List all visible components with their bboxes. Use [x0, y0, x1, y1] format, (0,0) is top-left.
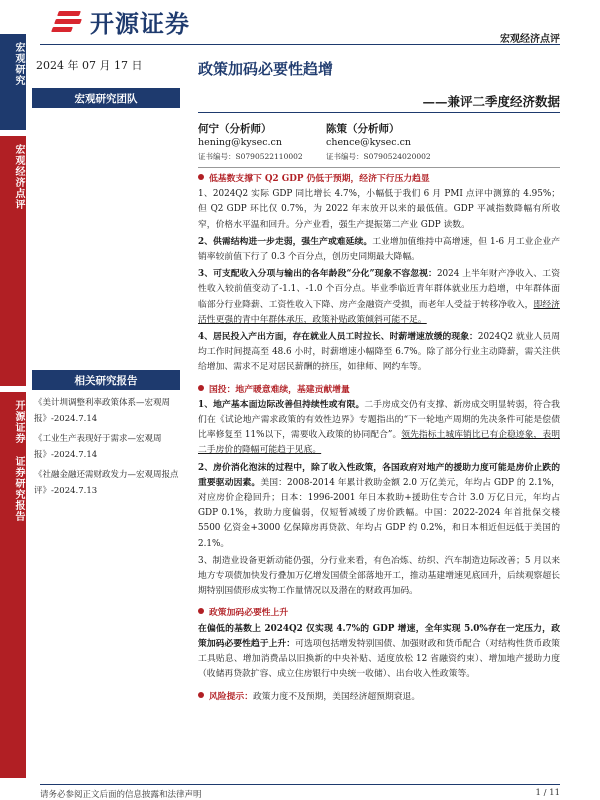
- analyst-name: 何宁（分析师）: [198, 123, 272, 135]
- title-divider: [198, 112, 560, 113]
- paragraph-lead: 2、供需结构进一步走弱，强生产或难延续。: [198, 236, 373, 247]
- paragraph: [198, 267, 560, 328]
- paragraph-text: 可选项包括增发特别国债、加强财政和货币配合（对结构性货币政策工具贴息、增加消费品以旧换新的中央补贴、适度放松 12 省融资约束）、增加地产援助力度（收储再贷款扩容、成立住房银行中央统一收储）、出台收入性政策等。: [198, 638, 560, 680]
- related-report-link[interactable]: 《社融金融还需财政发力—宏观周报点评》-2024.7.13: [34, 470, 179, 496]
- section-heading: [198, 606, 560, 621]
- paragraph: [198, 330, 560, 376]
- side-tab-research: 宏观研究: [0, 34, 26, 130]
- bullet-icon: [198, 608, 204, 614]
- paragraph: [198, 461, 560, 552]
- section-heading: [198, 172, 560, 187]
- team-heading: 宏观研究团队: [32, 88, 180, 108]
- paragraph: [198, 398, 560, 459]
- header-category: 宏观经济点评: [500, 34, 560, 45]
- paragraph: [198, 622, 560, 683]
- paragraph-emphasis: 即经济活性更强的青中年群体承压，政策补贴政策倾斜可能不足。: [198, 299, 560, 325]
- report-body: [198, 172, 560, 705]
- risk-text: 政策力度不及预期，美国经济超预期衰退。: [253, 691, 421, 702]
- analyst-divider: [198, 167, 560, 168]
- side-tab-category: 宏观经济点评: [0, 136, 26, 386]
- report-date: 2024 年 07 月 17 日: [36, 59, 143, 72]
- analyst-card: [198, 122, 303, 164]
- risk-label: 风险提示：: [209, 691, 253, 702]
- paragraph-lead: 在偏低的基数上 2024Q2 仅实现 4.7%的 GDP 增速，全年实现 5.0%存在一定压力，政策加码必要性趋于上升：: [198, 623, 560, 649]
- related-report-link[interactable]: 《美计圳调整利率政策体系—宏观周报》-2024.7.14: [34, 398, 171, 424]
- section-heading-text: 国投：地产暖意难续，基建贡献增量: [209, 384, 350, 395]
- analyst-cert: 证书编号：S0790522110002: [198, 152, 303, 161]
- paragraph: [198, 235, 560, 265]
- analyst-cert: 证书编号：S0790524020002: [326, 152, 431, 161]
- paragraph-lead: 4、居民投入产出方面，存在就业人员工时拉长、时薪增速放缓的现象：: [198, 332, 478, 343]
- analyst-card: [326, 122, 431, 164]
- footer-divider: [40, 784, 560, 785]
- header-divider: [40, 44, 560, 45]
- paragraph-lead: 1、地产基本面边际改善但持续性或有限。: [198, 399, 365, 410]
- bullet-icon: [198, 692, 204, 698]
- bullet-icon: [198, 385, 204, 391]
- footer-disclaimer: 请务必参阅正文后面的信息披露和法律声明: [40, 790, 202, 800]
- paragraph-text: 工业增加值维持中高增速，但 1-6 月工业企业产销率较前值下行了 0.3 个百分点，创历史同期最大降幅。: [198, 236, 561, 263]
- bullet-icon: [198, 174, 204, 180]
- report-subtitle: ——兼评二季度经济数据: [422, 94, 560, 109]
- paragraph-emphasis: 领先指标土城库销比已有企稳迹象，表明二手房价的降幅可能趋于见底。: [198, 430, 560, 456]
- section-heading: [198, 383, 560, 398]
- brand-logo: [52, 4, 190, 39]
- analyst-email[interactable]: hening@kysec.cn: [198, 137, 282, 148]
- page-number: 1 / 11: [535, 788, 560, 798]
- related-reports-heading: 相关研究报告: [32, 370, 180, 390]
- analyst-name: 陈策（分析师）: [326, 123, 400, 135]
- paragraph: 3、制造业设备更新动能仍强，分行业来看，有色冶炼、纺织、汽车制造边际改善；5 月以来地方专项债加快发行叠加万亿增发国债全部落地开工，推动基建增速见底回升，后续观察超长期特别国债形成实物工作量情况以及潜在的财政再加码。: [198, 555, 560, 597]
- paragraph-text: 二手房成交仍有支撑、新房成交明显转弱，符合我们在《试论地产需求政策的有效性边界》专题指出的“下一轮地产周期的先决条件可能是偿债比率修复至 11%以下，需要收入政策的协同配合”。: [198, 399, 560, 441]
- paragraph: 1、2024Q2 实际 GDP 同比增长 4.7%，小幅低于我们 6 月 PMI 点评中测算的 4.95%；但 Q2 GDP 环比仅 0.7%，为 2022 年末放开以来的最低值。GDP 平减指数降幅有所收窄，价格水平温和回升。分产业看，强生产提振第二产业 GDP 读数。: [198, 189, 560, 230]
- paragraph-lead: 3、可支配收入分项与输出的各年龄段“分化”现象不容忽视：: [198, 269, 437, 280]
- paragraph-text: 2024 上半年财产净收入、工资性收入较前值变动了-1.1、-1.0 个百分点。毕业季临近青年群体就业压力趋增，中年群体面临部分行业降薪、工资性收入下降、房产金融资产受损，而老年人受益于转移净收入，: [198, 269, 560, 310]
- analyst-email[interactable]: chence@kysec.cn: [326, 137, 412, 148]
- related-report-link[interactable]: 《工业生产表现好于需求—宏观周报》-2024.7.14: [34, 434, 162, 460]
- section-heading-text: 政策加码必要性上升: [209, 608, 289, 619]
- side-tab-brand: 开源证券 证券研究报告: [0, 392, 26, 778]
- brand-name: 开源证券: [90, 10, 190, 38]
- related-reports-list: [34, 395, 184, 503]
- paragraph-lead: 2、房价消化泡沫的过程中，除了收入性政策，各国政府对地产的援助力度可能是房价止跌的重要驱动因素。: [198, 462, 560, 488]
- paragraph-text: 美国：2008-2014 年累计救助金额 2.0 万亿美元，年均占 GDP 的 2.1%，对应房价企稳回升；日本：1996-2001 年日本救助+援助住专合计 3.0 万亿日元，年均占 GDP 0.1%，救助力度偏弱，仅短暂减缓了房价跌幅。中国：2022-2024 年首批保交楼 5500 亿资金+3000 亿保障房再贷款、年均占 GDP 约 0.2%，和日本相近但远低于美国的 2.1%。: [198, 477, 560, 549]
- report-title: 政策加码必要性趋增: [198, 60, 334, 78]
- logo-mark-icon: [52, 11, 82, 33]
- risk-heading: [198, 690, 560, 705]
- paragraph-text: 2024Q2 就业人员周均工作时间提高至 48.6 小时，时薪增速小幅降至 6.7%。除了部分行业主动降薪，需关注供给增加、需求不足对居民薪酬的挤压，如律师、网约车等。: [198, 332, 560, 373]
- section-heading-text: 低基数支撑下 Q2 GDP 仍低于预期，经济下行压力趋显: [209, 174, 430, 184]
